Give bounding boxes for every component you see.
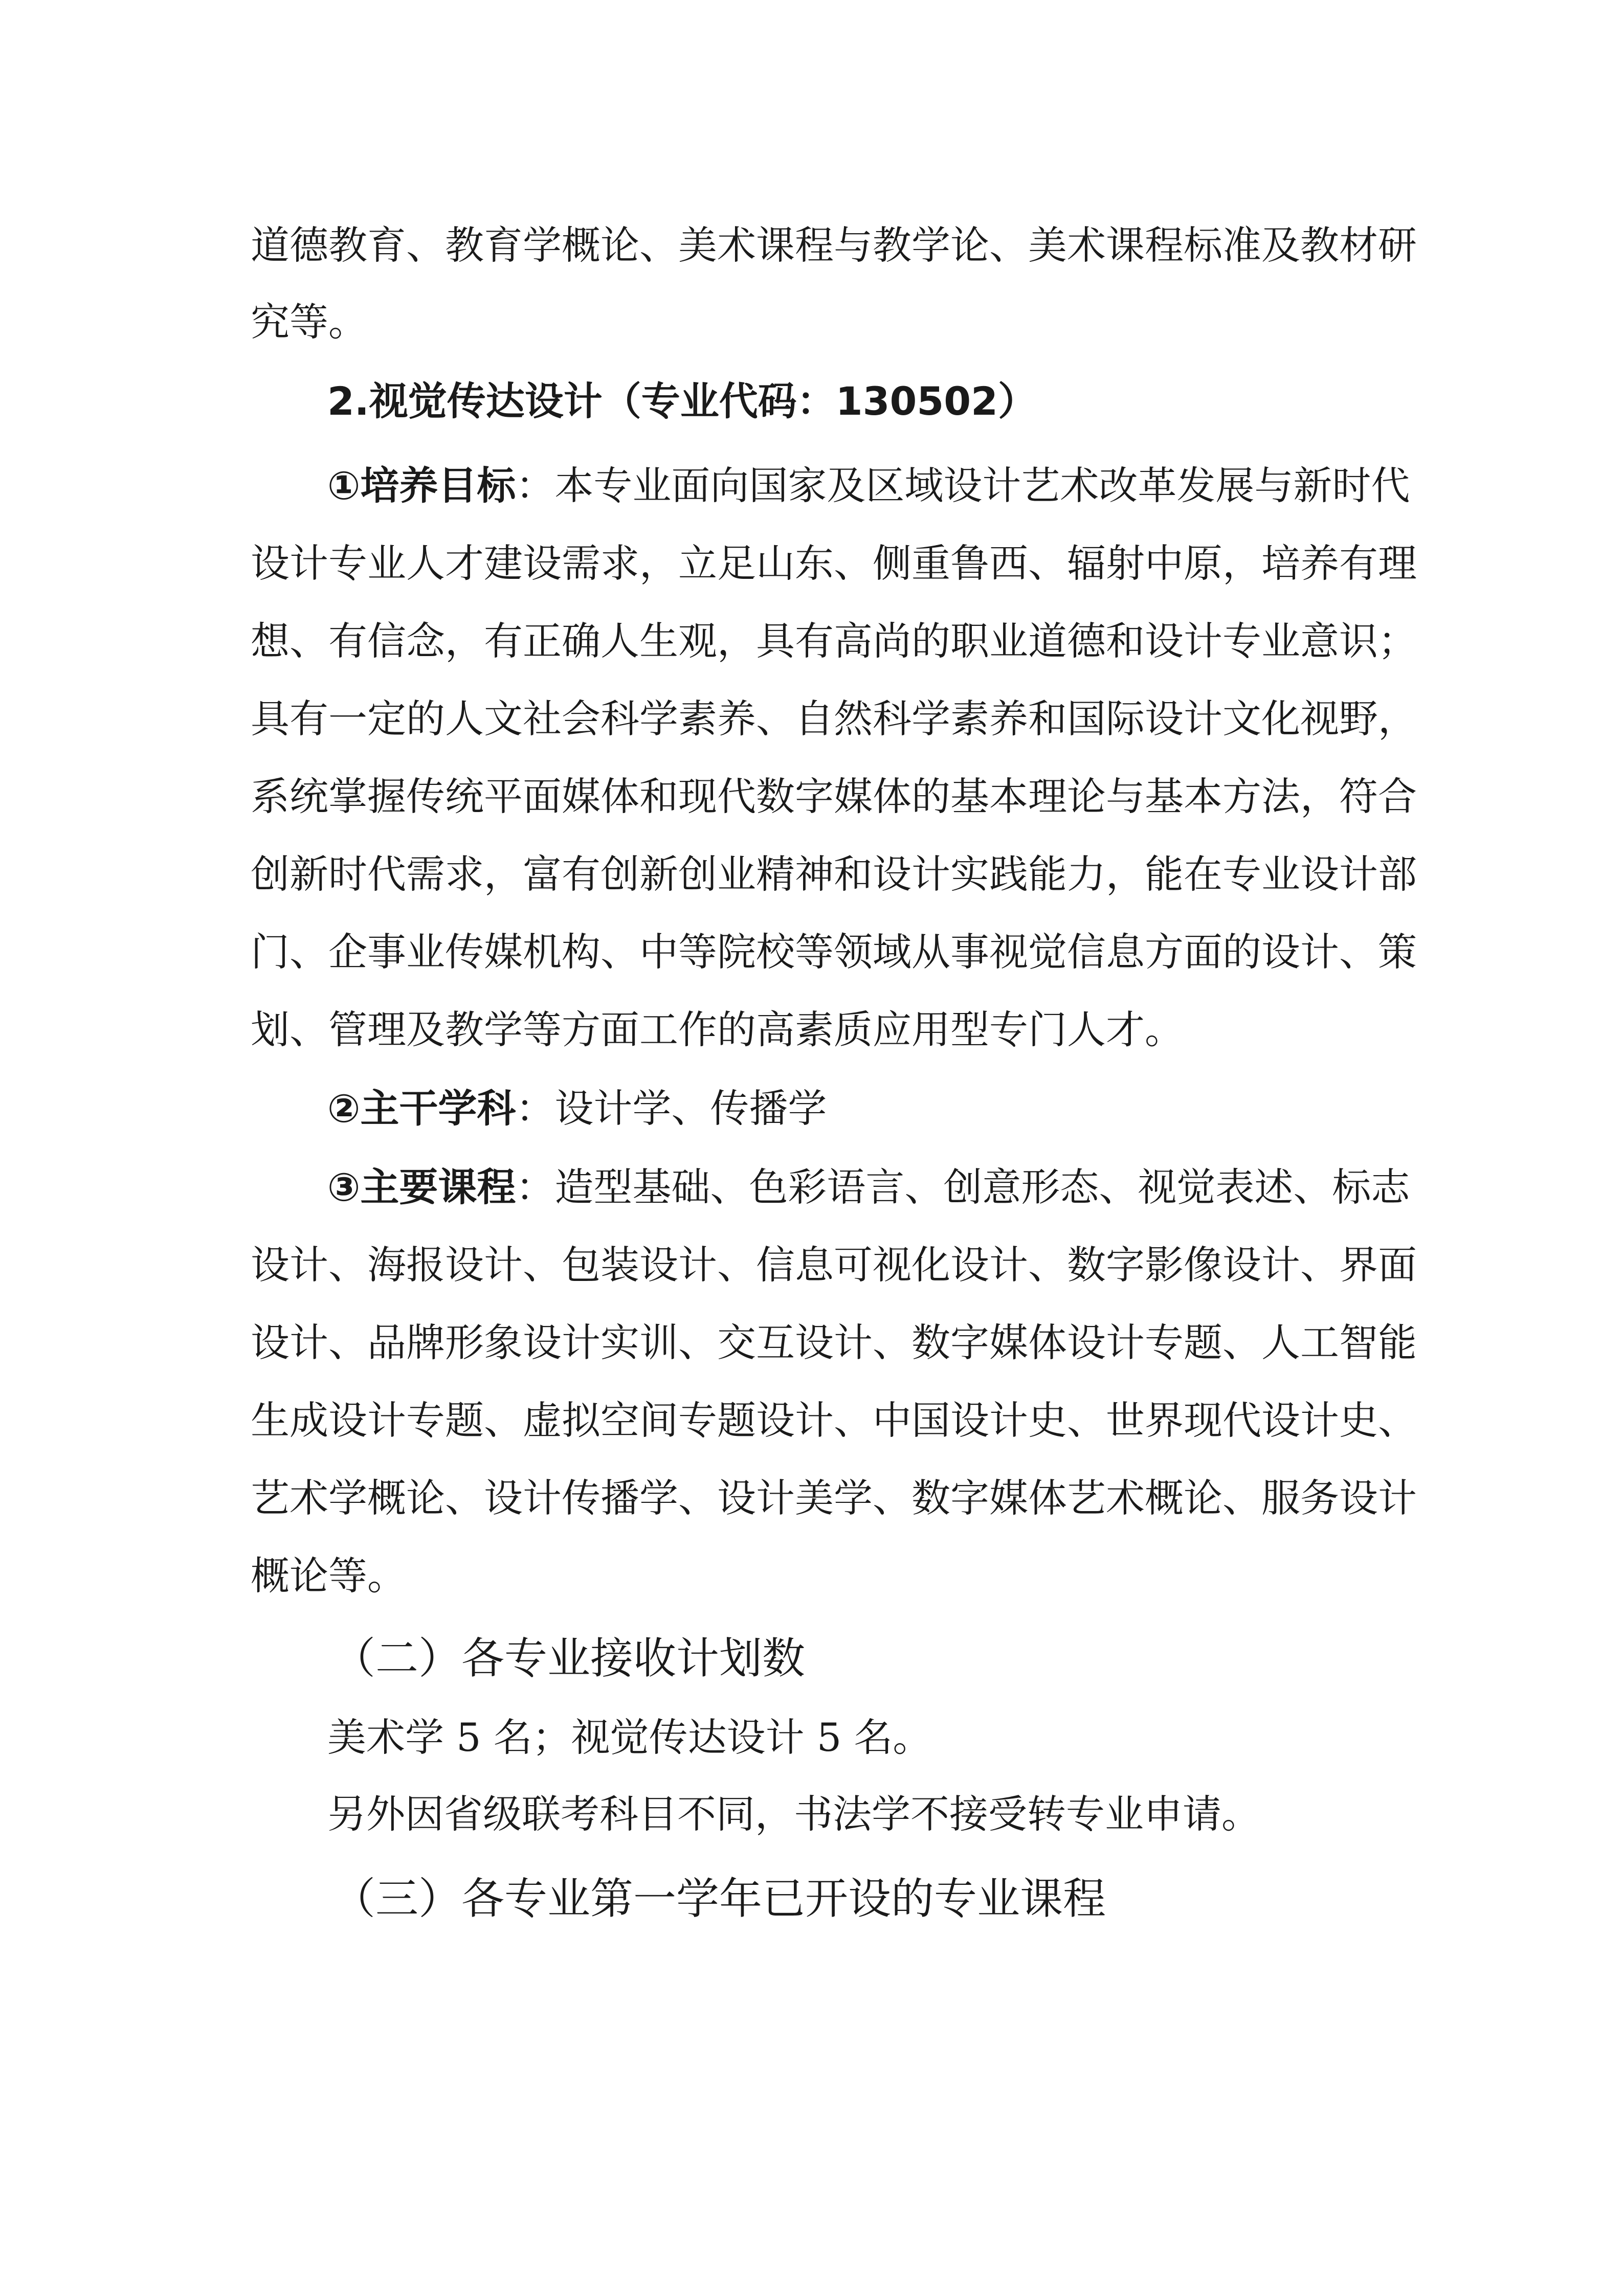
goal-text: 本专业面向国家及区域设计艺术改革发展与新时代 <box>554 463 1410 508</box>
goal-paragraph-first-line <box>327 460 1410 511</box>
courses-text-line: 生成设计专题、虚拟空间专题设计、中国设计史、世界现代设计史、 <box>251 1398 1417 1443</box>
discipline-label: ②主干学科 <box>327 1086 516 1131</box>
courses-label: ③主要课程 <box>327 1164 516 1210</box>
courses-text: 造型基础、色彩语言、创意形态、视觉表述、标志 <box>554 1164 1410 1210</box>
courses-colon: ： <box>516 1164 555 1210</box>
section-heading: （二）各专业接收计划数 <box>332 1633 806 1683</box>
goal-colon: ： <box>516 463 555 508</box>
goal-label: ①培养目标 <box>327 463 516 508</box>
goal-text-line: 设计专业人才建设需求，立足山东、侧重鲁西、辐射中原，培养有理 <box>251 541 1417 586</box>
discipline-colon: ： <box>516 1086 555 1131</box>
discipline-paragraph <box>327 1083 1407 1134</box>
courses-text-line: 设计、品牌形象设计实训、交互设计、数字媒体设计专题、人工智能 <box>251 1320 1417 1365</box>
goal-text-line: 想、有信念，有正确人生观，具有高尚的职业道德和设计专业意识； <box>251 618 1417 664</box>
section-heading: （三）各专业第一学年已开设的专业课程 <box>332 1874 1106 1924</box>
note-text: 另外因省级联考科目不同，书法学不接受转专业申请。 <box>327 1791 1260 1837</box>
courses-text-line: 概论等。 <box>251 1553 406 1599</box>
goal-text-line: 系统掌握传统平面媒体和现代数字媒体的基本理论与基本方法，符合 <box>251 774 1417 819</box>
goal-text-line: 创新时代需求，富有创新创业精神和设计实践能力，能在专业设计部 <box>251 851 1417 897</box>
major-title: 2.视觉传达设计（专业代码：130502） <box>327 378 1037 424</box>
courses-text-line: 艺术学概论、设计传播学、设计美学、数字媒体艺术概论、服务设计 <box>251 1475 1417 1521</box>
courses-text-line: 设计、海报设计、包装设计、信息可视化设计、数字影像设计、界面 <box>251 1242 1417 1288</box>
body-text-line: 究等。 <box>251 299 367 345</box>
quota-text: 美术学 5 名；视觉传达设计 5 名。 <box>327 1715 932 1760</box>
goal-text-line: 门、企事业传媒机构、中等院校等领域从事视觉信息方面的设计、策 <box>251 929 1417 975</box>
goal-text-line: 具有一定的人文社会科学素养、自然科学素养和国际设计文化视野， <box>251 696 1417 741</box>
goal-text-line: 划、管理及教学等方面工作的高素质应用型专门人才。 <box>251 1007 1184 1052</box>
body-text-line: 道德教育、教育学概论、美术课程与教学论、美术课程标准及教材研 <box>251 222 1417 268</box>
discipline-text: 设计学、传播学 <box>554 1086 827 1131</box>
courses-paragraph-first-line <box>327 1162 1410 1213</box>
